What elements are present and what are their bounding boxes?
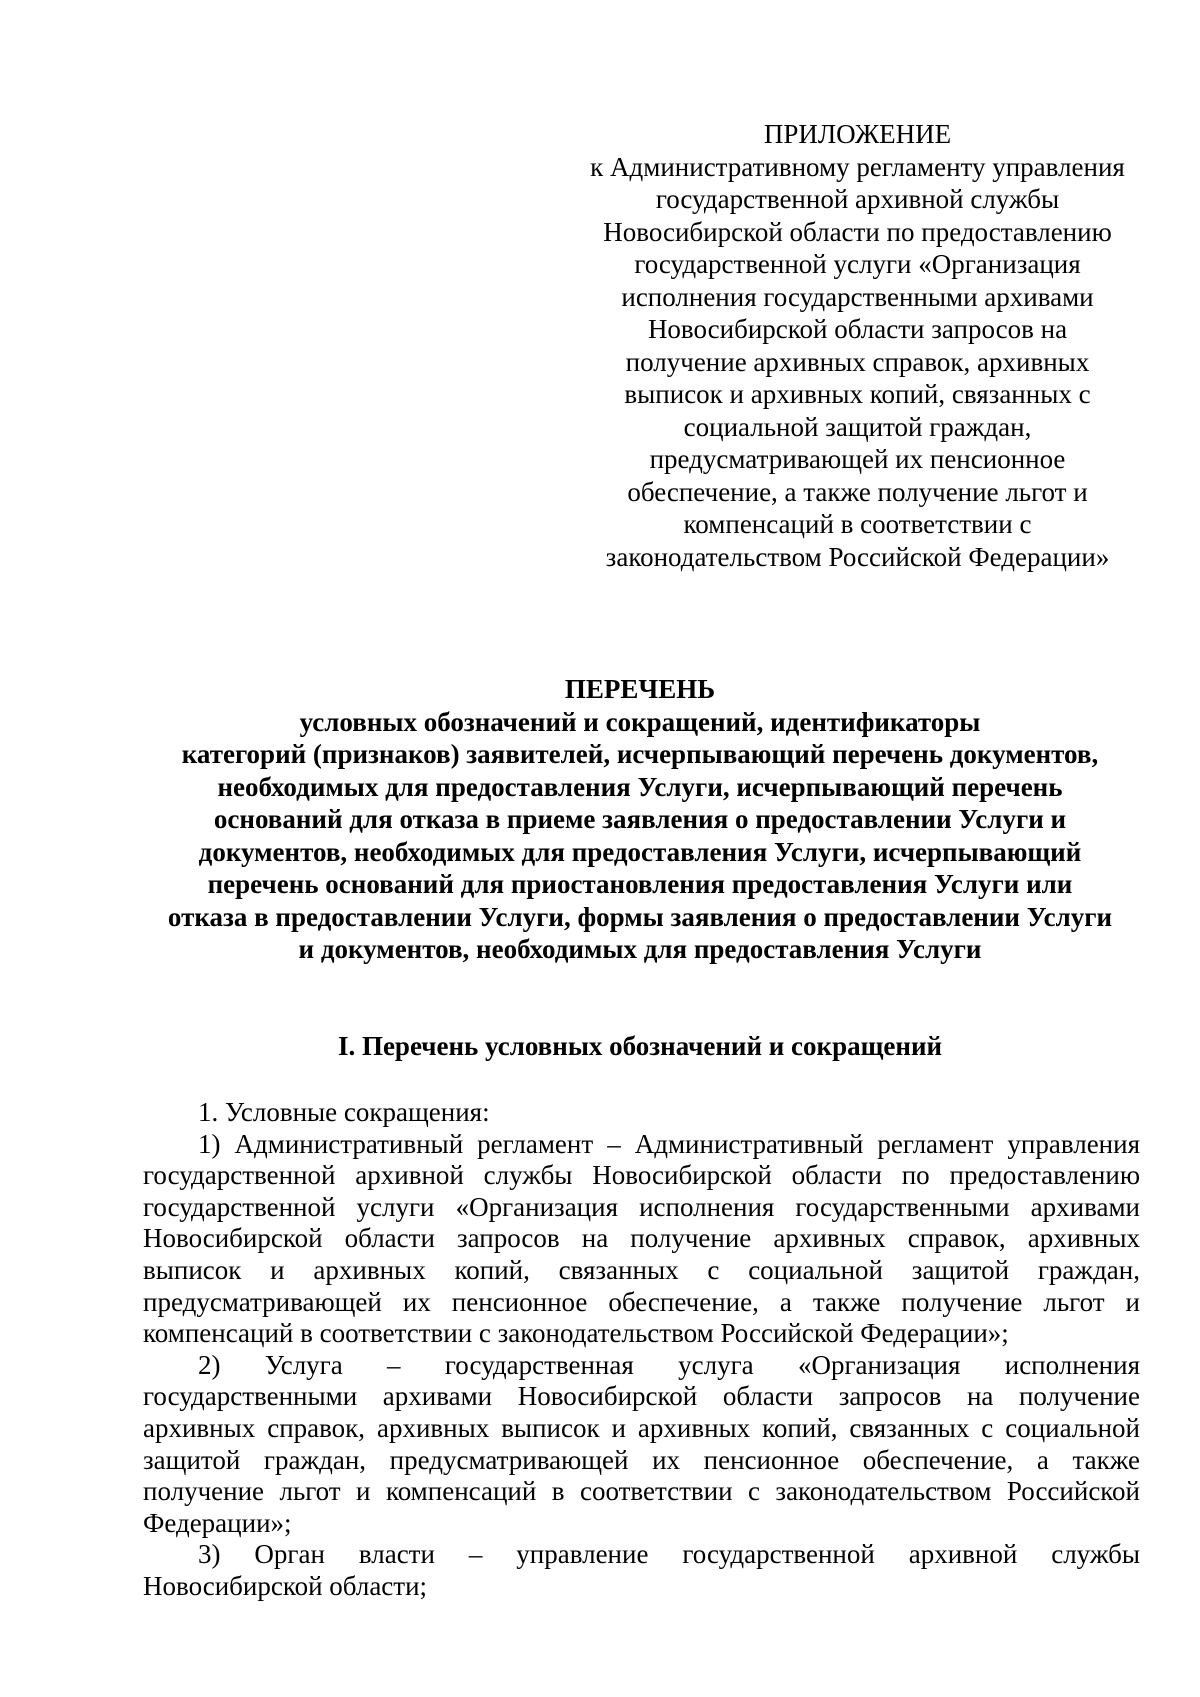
- paragraph-line: государственной архивной службы Новосибирской области по предоставлению: [143, 1160, 1140, 1191]
- title-line: необходимых для предоставления Услуги, исчерпывающий перечень: [217, 771, 1063, 802]
- title-line: документов, необходимых для предоставления Услуги, исчерпывающий: [198, 836, 1082, 867]
- title-line: условных обозначений и сокращений, идентификаторы: [299, 706, 981, 737]
- paragraph-line: Новосибирской области запросов на получение архивных справок, архивных: [143, 1223, 1140, 1254]
- appendix-line: Новосибирской области запросов на: [647, 314, 1068, 344]
- paragraph-line: 1. Условные сокращения:: [198, 1097, 490, 1127]
- appendix-line: государственной услуги «Организация: [634, 249, 1081, 279]
- appendix-line: получение архивных справок, архивных: [625, 346, 1090, 377]
- paragraph-line: получение льгот и компенсаций в соответствии с законодательством Российской: [143, 1476, 1140, 1507]
- paragraph-line: 3) Орган власти – управление государственной архивной службы: [198, 1539, 1140, 1570]
- paragraph-line: Федерации»;: [143, 1507, 292, 1538]
- appendix-line: исполнения государственными архивами: [621, 281, 1094, 312]
- title-line: категорий (признаков) заявителей, исчерпывающий перечень документов,: [181, 739, 1099, 769]
- appendix-line: законодательством Российской Федерации»: [605, 541, 1110, 572]
- paragraph-line: предусматривающей их пенсионное обеспечение, а также получение льгот и: [143, 1286, 1140, 1317]
- appendix-title: ПРИЛОЖЕНИЕ: [763, 119, 952, 149]
- body-text: [143, 1097, 1140, 1603]
- title-heading: ПЕРЕЧЕНЬ: [564, 674, 716, 704]
- paragraph-line: Новосибирской области;: [143, 1570, 428, 1601]
- appendix-header: [575, 118, 1140, 573]
- paragraph-line: 1) Административный регламент – Административный регламент управления: [198, 1128, 1140, 1159]
- appendix-line: социальной защитой граждан,: [683, 411, 1032, 442]
- appendix-line: государственной архивной службы: [655, 184, 1060, 214]
- appendix-line: предусматривающей их пенсионное: [649, 444, 1066, 474]
- section-heading: I. Перечень условных обозначений и сокращений: [337, 1031, 943, 1061]
- paragraph-line: выписок и архивных копий, связанных с социальной защитой граждан,: [143, 1254, 1140, 1285]
- title-line: перечень оснований для приостановления предоставления Услуги или: [207, 869, 1073, 899]
- document-title: [140, 673, 1140, 966]
- paragraph-line: защитой граждан, предусматривающей их пенсионное обеспечение, а также: [143, 1444, 1140, 1475]
- appendix-line: к Административному регламенту управления: [590, 151, 1125, 182]
- appendix-line: обеспечение, а также получение льгот и: [627, 476, 1088, 507]
- paragraph-line: компенсаций в соответствии с законодательством Российской Федерации»;: [143, 1318, 1009, 1349]
- appendix-line: Новосибирской области по предоставлению: [603, 216, 1112, 247]
- paragraph-line: 2) Услуга – государственная услуга «Организация исполнения: [198, 1349, 1140, 1380]
- paragraph-line: архивных справок, архивных выписок и архивных копий, связанных с социальной: [143, 1412, 1140, 1443]
- appendix-line: компенсаций в соответствии с: [683, 509, 1032, 539]
- paragraph-line: государственной услуги «Организация исполнения государственными архивами: [143, 1191, 1140, 1222]
- appendix-line: выписок и архивных копий, связанных с: [624, 379, 1091, 409]
- paragraph-line: государственными архивами Новосибирской области запросов на получение: [143, 1381, 1140, 1412]
- title-line: отказа в предоставлении Услуги, формы заявления о предоставлении Услуги: [167, 901, 1113, 932]
- title-line: оснований для отказа в приеме заявления о предоставлении Услуги и: [213, 804, 1067, 834]
- title-line: и документов, необходимых для предоставления Услуги: [298, 934, 982, 964]
